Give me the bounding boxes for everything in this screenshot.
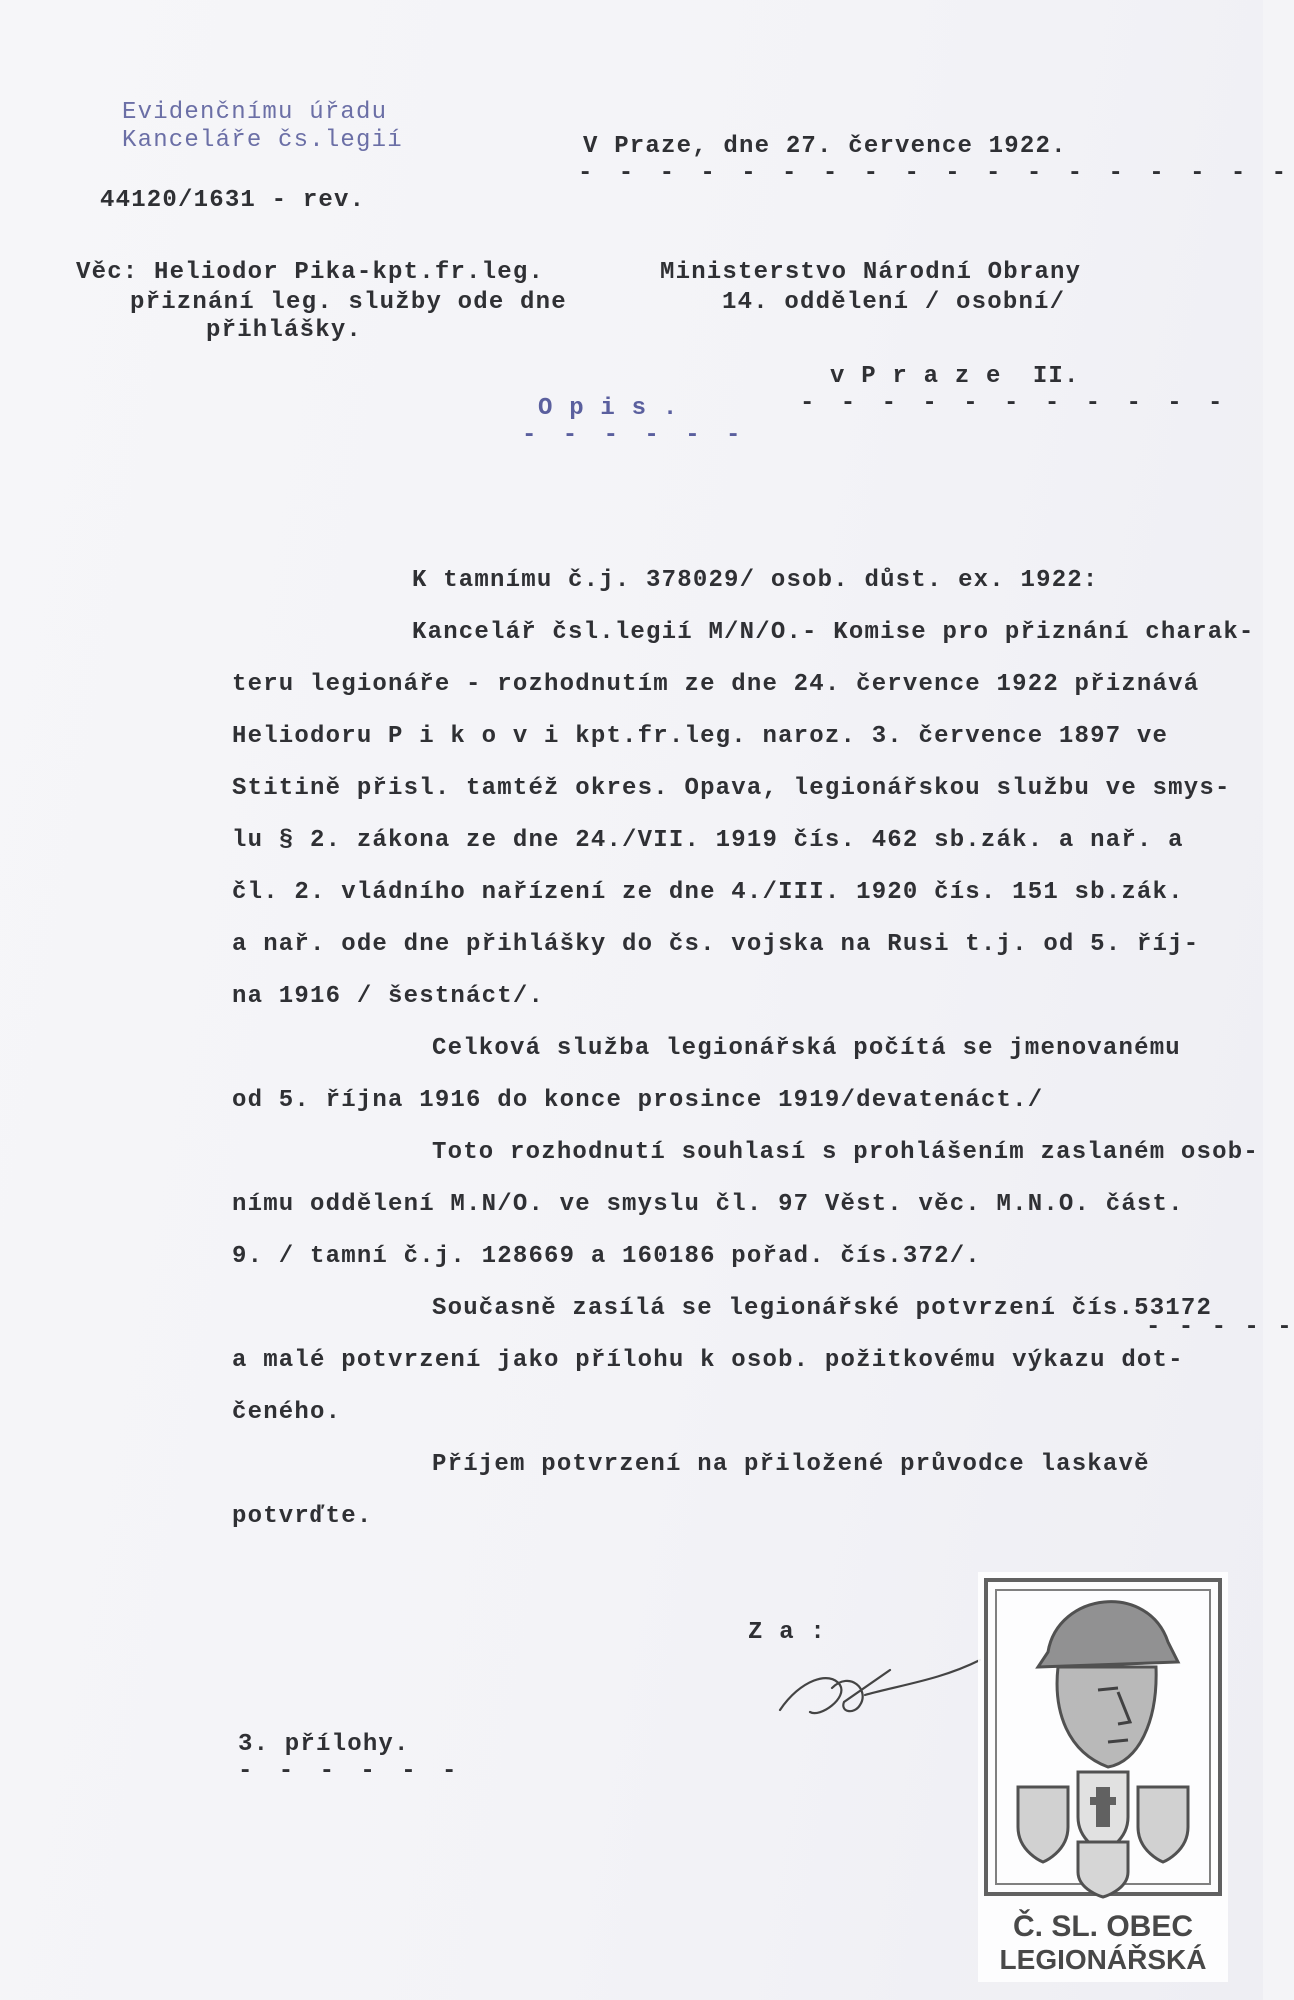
attachments-underline: - - - - - - <box>238 1758 463 1785</box>
logo-line-1: Č. SL. OBEC <box>1012 1910 1193 1943</box>
recipient-line-3: v P r a z e II. <box>830 363 1080 390</box>
subject-line-2: přiznání leg. služby ode dne <box>130 289 567 316</box>
body-line-17: čeného. <box>232 1399 342 1426</box>
closing-za: Z a : <box>748 1619 827 1646</box>
title-underline: - - - - - - <box>522 422 747 449</box>
attachments-line: 3. přílohy. <box>238 1731 410 1758</box>
body-line-2: Kancelář čsl.legií M/N/O.- Komise pro přiznání charak- <box>412 619 1255 646</box>
body-line-16: a malé potvrzení jako přílohu k osob. požitkovému výkazu dot- <box>232 1347 1184 1374</box>
body-line-5: Stitině přisl. tamtéž okres. Opava, legionářskou službu ve smys- <box>232 775 1231 802</box>
body-line-7: čl. 2. vládního nařízení ze dne 4./III. 1920 čís. 151 sb.zák. <box>232 879 1184 906</box>
stamp-line-2: Kanceláře čs.legií <box>122 127 403 154</box>
body-line-18: Příjem potvrzení na přiložené průvodce laskavě <box>432 1451 1150 1478</box>
legionnaire-emblem-icon <box>978 1572 1228 1902</box>
recipient-line-2: 14. oddělení / osobní/ <box>722 289 1066 316</box>
body-line-4: Heliodoru P i k o v i kpt.fr.leg. naroz. 3. července 1897 ve <box>232 723 1169 750</box>
body-line-12: Toto rozhodnutí souhlasí s prohlášením zaslaném osob- <box>432 1139 1259 1166</box>
body-line-3: teru legionáře - rozhodnutím ze dne 24. července 1922 přiznává <box>232 671 1200 698</box>
body-line-15: Současně zasílá se legionářské potvrzení čís.53172 <box>432 1295 1213 1322</box>
document-title: O p i s . <box>538 395 679 422</box>
body-line-6: lu § 2. zákona ze dne 24./VII. 1919 čís. 462 sb.zák. a nař. a <box>232 827 1184 854</box>
body-line-11: od 5. října 1916 do konce prosince 1919/devatenáct./ <box>232 1087 1044 1114</box>
handwritten-signature <box>770 1640 990 1740</box>
body-line-19: potvrďte. <box>232 1503 373 1530</box>
date-underline: - - - - - - - - - - - - - - - - - - <box>578 160 1293 187</box>
subject-line-3: přihlášky. <box>206 317 363 344</box>
date-line: V Praze, dne 27. července 1922. <box>583 133 1067 160</box>
recipient-line-1: Ministerstvo Národní Obrany <box>660 259 1082 286</box>
body-line-9: na 1916 / šestnáct/. <box>232 983 545 1010</box>
certificate-number-underline: - - - - - <box>1146 1314 1294 1341</box>
logo-line-2: LEGIONÁŘSKÁ <box>999 1944 1207 1975</box>
stamp-line-1: Evidenčnímu úřadu <box>122 99 388 126</box>
body-line-13: nímu oddělení M.N/O. ve smyslu čl. 97 Věst. věc. M.N.O. část. <box>232 1191 1184 1218</box>
subject-line-1: Věc: Heliodor Pika-kpt.fr.leg. <box>76 259 545 286</box>
reference-number: 44120/1631 - rev. <box>100 187 366 214</box>
body-line-8: a nař. ode dne přihlášky do čs. vojska na Rusi t.j. od 5. říj- <box>232 931 1200 958</box>
body-line-14: 9. / tamní č.j. 128669 a 160186 pořad. čís.372/. <box>232 1243 981 1270</box>
recipient-underline: - - - - - - - - - - - <box>800 390 1229 417</box>
body-line-10: Celková služba legionářská počítá se jmenovanému <box>432 1035 1181 1062</box>
body-line-1: K tamnímu č.j. 378029/ osob. důst. ex. 1922: <box>412 567 1099 594</box>
legion-logo <box>978 1572 1228 1982</box>
